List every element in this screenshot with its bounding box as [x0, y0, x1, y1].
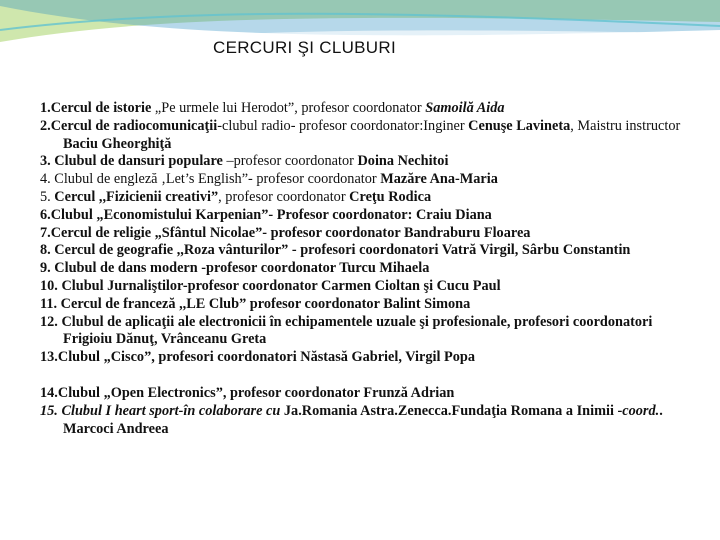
list-item: 12. Clubul de aplicaţii ale electronicii în echipamentele uzuale şi profesionale, profesori coordonatori Frigioiu Dănuţ, Vrânceanu Greta	[40, 313, 653, 348]
list-item: 11. Cercul de franceză ,,LE Club” profesor coordonator Balint Simona	[40, 295, 471, 312]
list-item: 4. Clubul de engleză ‚Let’s English”- profesor coordonator Mazăre Ana-Maria	[40, 171, 498, 188]
list-item: 1.Cercul de istorie „Pe urmele lui Herodot”, profesor coordonator Samoilă Aida	[40, 100, 505, 116]
list-item: 14.Clubul „Open Electronics”, profesor coordonator Frunză Adrian	[40, 384, 455, 401]
page-title: CERCURI ŞI CLUBURI	[213, 38, 396, 57]
list-item: 7.Cercul de religie „Sfântul Nicolae”- profesor coordonator Bandraburu Floarea	[40, 224, 531, 241]
club-list	[40, 100, 700, 438]
list-item: 10. Clubul Jurnaliştilor-profesor coordonator Carmen Cioltan şi Cucu Paul	[40, 277, 501, 294]
list-item: 13.Clubul „Cisco”, profesori coordonatori Năstasă Gabriel, Virgil Popa	[40, 349, 475, 366]
list-item: 6.Clubul „Economistului Karpenian”- Profesor coordonator: Craiu Diana	[40, 206, 492, 223]
list-item: 8. Cercul de geografie ,,Roza vânturilor” - profesori coordonatori Vatră Virgil, Sârbu Constantin	[40, 242, 631, 259]
list-item: 2.Cercul de radiocomunicaţii-clubul radio- profesor coordonator:Inginer Cenuşe Lavineta, Maistru instructor Baciu Gheorghiţă	[40, 117, 681, 152]
list-item: 3. Clubul de dansuri populare –profesor coordonator Doina Nechitoi	[40, 153, 449, 170]
list-item: 9. Clubul de dans modern -profesor coordonator Turcu Mihaela	[40, 260, 430, 277]
swoosh-blue-band	[0, 0, 720, 35]
list-item: 15. Clubul I heart sport-în colaborare cu Ja.Romania Astra.Zenecca.Fundaţia Romana a Inimii -coord.. Marcoci Andreea	[40, 402, 663, 437]
spacer	[40, 367, 700, 385]
list-item: 5. Cercul ,,Fizicienii creativi”, profesor coordonator Creţu Rodica	[40, 188, 432, 205]
